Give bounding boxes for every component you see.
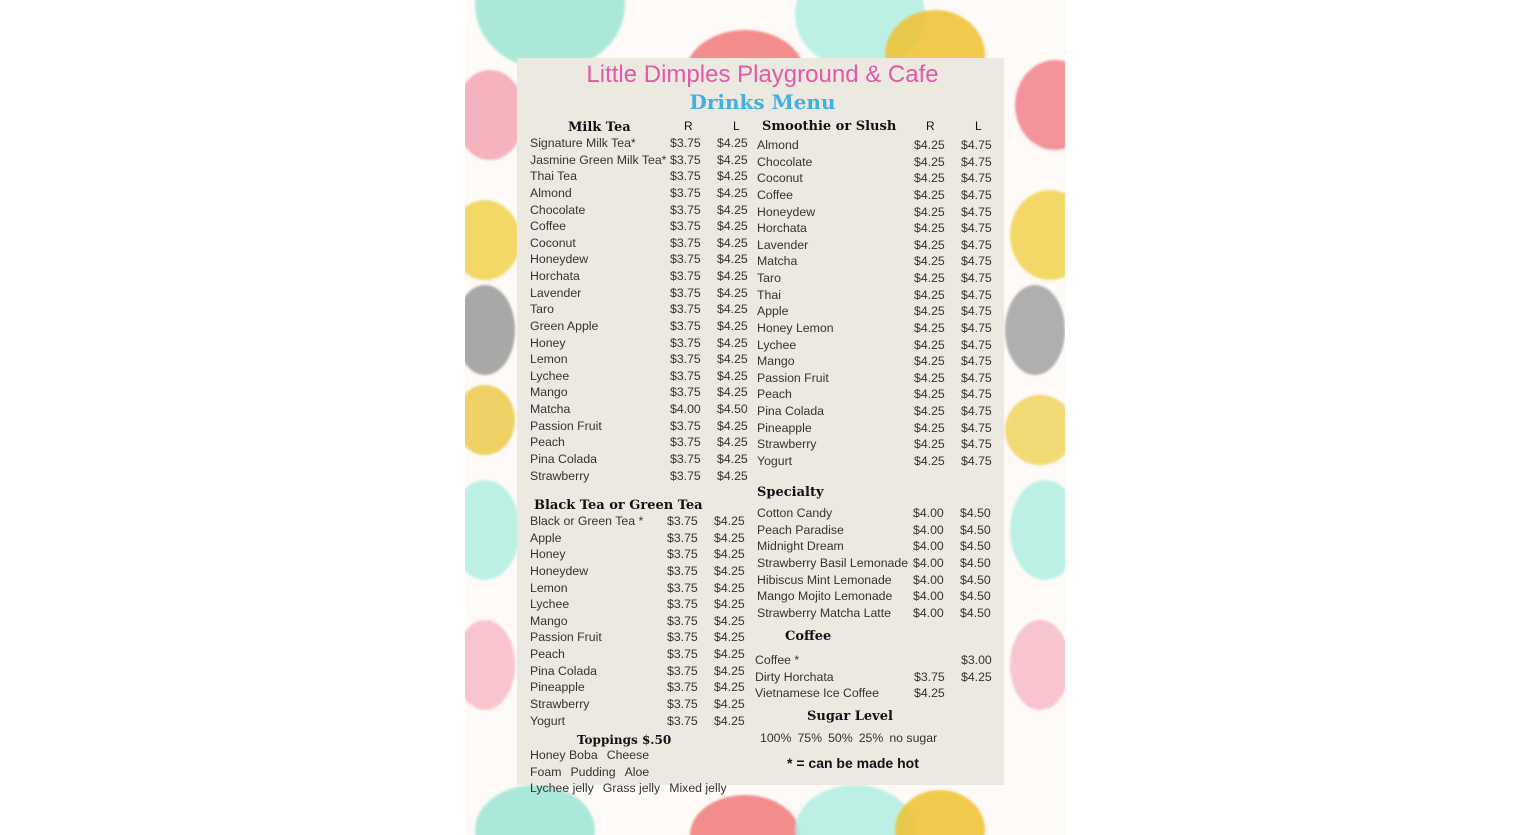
price-large: $4.25 bbox=[714, 547, 745, 562]
item-name: Almond bbox=[757, 138, 799, 152]
price-large: $4.75 bbox=[961, 337, 992, 352]
item-name: Taro bbox=[757, 271, 781, 286]
price-large: $4.25 bbox=[714, 647, 745, 662]
price-regular: $4.25 bbox=[914, 437, 945, 452]
price-regular: $3.75 bbox=[667, 580, 698, 595]
price-large: $4.75 bbox=[961, 287, 992, 302]
price-regular: $3.75 bbox=[670, 435, 701, 450]
price-large: $4.25 bbox=[717, 219, 748, 234]
item-name: Honeydew bbox=[530, 563, 589, 578]
item-name: Horchata bbox=[757, 221, 807, 236]
section-title-toppings: Toppings $.50 bbox=[577, 733, 672, 747]
item-name: Pina Colada bbox=[757, 404, 824, 419]
price-regular: $3.75 bbox=[670, 136, 701, 150]
price-large: $4.75 bbox=[961, 420, 992, 435]
price-large: $4.25 bbox=[717, 202, 748, 217]
item-name: Signature Milk Tea* bbox=[530, 136, 636, 150]
watercolor-dot-mint bbox=[1010, 480, 1065, 580]
price-large: $4.75 bbox=[961, 404, 992, 419]
topping-item: Cheese Foam bbox=[530, 748, 650, 779]
sugar-level-options bbox=[760, 731, 943, 745]
item-name: Almond bbox=[530, 185, 572, 200]
price-large: $4.25 bbox=[714, 630, 745, 645]
price-large: $4.50 bbox=[960, 605, 991, 620]
item-name: Coffee bbox=[530, 219, 567, 234]
item-name: Passion Fruit bbox=[530, 418, 602, 433]
item-name: Coffee * bbox=[755, 653, 800, 667]
item-name: Mango bbox=[530, 613, 568, 628]
price-regular: $4.25 bbox=[914, 686, 945, 701]
watercolor-dot-pink bbox=[1010, 620, 1065, 710]
item-name: Midnight Dream bbox=[757, 539, 844, 554]
price-regular: $3.75 bbox=[667, 514, 698, 528]
topping-item: Aloe bbox=[624, 764, 650, 779]
item-name: Lemon bbox=[530, 580, 568, 595]
item-name: Lychee bbox=[530, 368, 570, 383]
price-regular: $3.75 bbox=[670, 235, 701, 250]
price-large: $4.75 bbox=[961, 204, 992, 219]
price-large: $4.25 bbox=[714, 563, 745, 578]
section-title-coffee: Coffee bbox=[785, 629, 832, 644]
sugar-level-option: 25% bbox=[858, 731, 884, 745]
price-large: $4.50 bbox=[960, 555, 991, 570]
price-large: $4.50 bbox=[717, 402, 748, 417]
item-name: Peach bbox=[757, 387, 792, 402]
price-large: $4.75 bbox=[961, 437, 992, 452]
item-name: Jasmine Green Milk Tea* bbox=[530, 152, 667, 167]
item-name: Honey bbox=[530, 335, 566, 350]
section-title-milk-tea: Milk Tea bbox=[568, 120, 631, 135]
topping-item: Mixed jelly bbox=[669, 781, 727, 795]
price-regular: $3.75 bbox=[667, 680, 698, 695]
price-regular: $4.25 bbox=[914, 287, 945, 302]
price-large: $4.25 bbox=[714, 580, 745, 595]
item-name: Thai bbox=[757, 287, 781, 302]
price-regular: $4.25 bbox=[914, 271, 945, 286]
price-large: $4.25 bbox=[717, 468, 748, 483]
item-name: Hibiscus Mint Lemonade bbox=[757, 572, 892, 587]
price-large: $4.75 bbox=[961, 138, 992, 152]
section-title-black-tea: Black Tea or Green Tea bbox=[534, 498, 703, 513]
price-regular: $4.00 bbox=[913, 506, 944, 520]
watercolor-dot-coral bbox=[1015, 60, 1065, 150]
price-regular: $3.75 bbox=[670, 385, 701, 400]
price-regular: $4.00 bbox=[913, 589, 944, 604]
topping-item: Grass jelly bbox=[602, 781, 661, 795]
price-large: $4.50 bbox=[960, 522, 991, 537]
price-regular: $3.75 bbox=[670, 252, 701, 267]
price-large: $4.25 bbox=[714, 613, 745, 628]
price-large: $4.25 bbox=[717, 152, 748, 167]
sugar-level-option: 50% bbox=[828, 731, 853, 745]
item-name: Cotton Candy bbox=[757, 506, 833, 520]
watercolor-dot-yellow bbox=[895, 790, 985, 835]
price-regular: $3.75 bbox=[667, 530, 698, 545]
price-regular: $4.25 bbox=[914, 171, 945, 186]
item-name: Chocolate bbox=[530, 202, 586, 217]
item-name: Peach bbox=[530, 647, 565, 662]
price-regular: $4.00 bbox=[913, 572, 944, 587]
item-name: Vietnamese Ice Coffee bbox=[755, 686, 879, 701]
item-name: Matcha bbox=[530, 402, 571, 417]
item-name: Pineapple bbox=[757, 420, 812, 435]
watercolor-dot-yellow bbox=[465, 385, 515, 455]
item-name: Chocolate bbox=[757, 154, 813, 169]
price-large: $4.25 bbox=[717, 318, 748, 333]
price-large: $4.25 bbox=[717, 252, 748, 267]
watercolor-dot-pink bbox=[465, 70, 525, 160]
price-large: $4.75 bbox=[961, 154, 992, 169]
price-regular: $4.25 bbox=[914, 154, 945, 169]
sugar-level-option: 100% bbox=[760, 731, 792, 745]
price-regular: $3.75 bbox=[667, 547, 698, 562]
column-header-large: L bbox=[975, 119, 982, 133]
cafe-name: Little Dimples Playground & Cafe bbox=[586, 61, 939, 88]
item-name: Matcha bbox=[757, 254, 798, 269]
item-name: Lychee bbox=[530, 597, 570, 612]
price-large: $4.25 bbox=[714, 514, 745, 528]
price-large: $4.25 bbox=[717, 451, 748, 466]
price-large: $4.25 bbox=[714, 597, 745, 612]
price-regular: $4.25 bbox=[914, 354, 945, 369]
item-name: Peach Paradise bbox=[757, 522, 844, 537]
price-regular: $4.25 bbox=[914, 404, 945, 419]
price-regular: $3.75 bbox=[670, 269, 701, 284]
item-name: Apple bbox=[757, 304, 789, 319]
price-large: $4.75 bbox=[961, 453, 992, 468]
price-regular: $4.25 bbox=[914, 237, 945, 252]
price-regular: $4.25 bbox=[914, 337, 945, 352]
section-title-smoothie: Smoothie or Slush bbox=[762, 119, 897, 134]
price-regular: $4.25 bbox=[914, 304, 945, 319]
price-regular: $4.00 bbox=[913, 522, 944, 537]
price-regular: $4.25 bbox=[914, 370, 945, 385]
price-large: $4.25 bbox=[717, 368, 748, 383]
price-large: $4.25 bbox=[717, 385, 748, 400]
item-name: Lemon bbox=[530, 352, 568, 367]
item-name: Peach bbox=[530, 435, 565, 450]
item-name: Passion Fruit bbox=[757, 370, 829, 385]
item-name: Coconut bbox=[757, 171, 803, 186]
item-name: Lavender bbox=[530, 285, 582, 300]
price-large: $4.25 bbox=[714, 663, 745, 678]
price-regular: $4.00 bbox=[913, 539, 944, 554]
price-regular: $4.25 bbox=[914, 138, 945, 152]
price-large: $3.00 bbox=[961, 653, 992, 667]
section-title-sugar-level: Sugar Level bbox=[807, 709, 893, 724]
item-name: Pina Colada bbox=[530, 451, 597, 466]
price-regular: $3.75 bbox=[667, 613, 698, 628]
watercolor-dot-grey bbox=[465, 285, 515, 375]
price-regular: $3.75 bbox=[670, 302, 701, 317]
watercolor-dot-grey bbox=[1005, 285, 1065, 375]
watercolor-dot-coral bbox=[690, 795, 800, 835]
price-regular: $3.75 bbox=[670, 352, 701, 367]
topping-item: Pudding bbox=[570, 764, 616, 779]
price-large: $4.25 bbox=[717, 418, 748, 433]
item-name: Pina Colada bbox=[530, 663, 597, 678]
price-regular: $3.75 bbox=[667, 647, 698, 662]
price-large: $4.75 bbox=[961, 271, 992, 286]
price-regular: $3.75 bbox=[670, 152, 701, 167]
item-name: Yogurt bbox=[757, 453, 793, 468]
price-regular: $4.00 bbox=[913, 605, 944, 620]
sugar-level-option: no sugar bbox=[889, 731, 938, 745]
price-regular: $3.75 bbox=[667, 696, 698, 711]
price-large: $4.50 bbox=[960, 539, 991, 554]
price-large: $4.25 bbox=[714, 696, 745, 711]
price-large: $4.25 bbox=[717, 335, 748, 350]
price-regular: $4.25 bbox=[914, 387, 945, 402]
price-regular: $4.25 bbox=[914, 254, 945, 269]
price-regular: $3.75 bbox=[670, 318, 701, 333]
price-large: $4.75 bbox=[961, 187, 992, 202]
price-regular: $4.00 bbox=[913, 555, 944, 570]
price-regular: $3.75 bbox=[670, 468, 701, 483]
price-regular: $3.75 bbox=[914, 669, 945, 684]
price-regular: $3.75 bbox=[670, 451, 701, 466]
price-large: $4.50 bbox=[960, 506, 991, 520]
price-large: $4.75 bbox=[961, 237, 992, 252]
watercolor-dot-pink bbox=[465, 620, 515, 710]
item-name: Honey Lemon bbox=[757, 320, 834, 335]
price-large: $4.25 bbox=[717, 435, 748, 450]
price-regular: $3.75 bbox=[670, 335, 701, 350]
item-name: Strawberry bbox=[530, 468, 590, 483]
item-name: Thai Tea bbox=[530, 169, 577, 184]
item-name: Yogurt bbox=[530, 713, 566, 728]
price-large: $4.75 bbox=[961, 304, 992, 319]
column-header-regular: R bbox=[684, 119, 693, 133]
price-large: $4.75 bbox=[961, 221, 992, 236]
item-name: Coffee bbox=[757, 187, 794, 202]
price-regular: $4.25 bbox=[914, 221, 945, 236]
item-name: Strawberry bbox=[757, 437, 817, 452]
item-name: Mango bbox=[757, 354, 795, 369]
watercolor-dot-mint bbox=[465, 480, 520, 580]
item-name: Coconut bbox=[530, 235, 576, 250]
item-name: Taro bbox=[530, 302, 554, 317]
menu-title: Drinks Menu bbox=[689, 90, 836, 114]
price-large: $4.25 bbox=[714, 680, 745, 695]
item-name: Apple bbox=[530, 530, 562, 545]
price-regular: $3.75 bbox=[667, 713, 698, 728]
price-regular: $3.75 bbox=[667, 663, 698, 678]
price-regular: $3.75 bbox=[670, 185, 701, 200]
price-regular: $4.00 bbox=[670, 402, 701, 417]
price-regular: $3.75 bbox=[667, 597, 698, 612]
topping-item: Lychee jelly bbox=[530, 781, 594, 795]
price-large: $4.25 bbox=[717, 302, 748, 317]
price-regular: $4.25 bbox=[914, 187, 945, 202]
price-large: $4.25 bbox=[717, 352, 748, 367]
item-name: Dirty Horchata bbox=[755, 669, 834, 684]
price-large: $4.50 bbox=[960, 572, 991, 587]
item-name: Honeydew bbox=[530, 252, 589, 267]
topping-item: Honey Boba bbox=[530, 748, 598, 762]
item-name: Lychee bbox=[757, 337, 797, 352]
sugar-level-option: 75% bbox=[797, 731, 823, 745]
price-regular: $3.75 bbox=[670, 418, 701, 433]
hot-drink-note: * = can be made hot bbox=[787, 755, 919, 771]
price-large: $4.25 bbox=[717, 269, 748, 284]
price-regular: $4.25 bbox=[914, 204, 945, 219]
item-name: Mango Mojito Lemonade bbox=[757, 589, 893, 604]
price-large: $4.50 bbox=[960, 589, 991, 604]
price-large: $4.25 bbox=[961, 669, 992, 684]
column-header-large: L bbox=[733, 119, 740, 133]
item-name: Pineapple bbox=[530, 680, 585, 695]
column-header-regular: R bbox=[926, 119, 935, 133]
item-name: Strawberry Basil Lemonade bbox=[757, 555, 909, 570]
price-regular: $4.25 bbox=[914, 420, 945, 435]
price-large: $4.25 bbox=[714, 713, 745, 728]
price-regular: $3.75 bbox=[670, 202, 701, 217]
toppings-list bbox=[530, 747, 770, 797]
price-large: $4.75 bbox=[961, 370, 992, 385]
price-large: $4.25 bbox=[717, 235, 748, 250]
item-name: Green Apple bbox=[530, 318, 599, 333]
price-large: $4.25 bbox=[714, 530, 745, 545]
watercolor-dot-yellow bbox=[1005, 395, 1065, 465]
item-name: Honeydew bbox=[757, 204, 816, 219]
item-name: Horchata bbox=[530, 269, 580, 284]
price-regular: $3.75 bbox=[670, 368, 701, 383]
item-name: Strawberry Matcha Latte bbox=[757, 605, 891, 620]
item-name: Passion Fruit bbox=[530, 630, 602, 645]
price-regular: $3.75 bbox=[670, 285, 701, 300]
section-title-specialty: Specialty bbox=[757, 485, 824, 500]
price-regular: $3.75 bbox=[670, 219, 701, 234]
price-regular: $3.75 bbox=[667, 563, 698, 578]
price-large: $4.75 bbox=[961, 387, 992, 402]
watercolor-dot-yellow bbox=[465, 200, 520, 280]
price-large: $4.25 bbox=[717, 285, 748, 300]
price-large: $4.75 bbox=[961, 320, 992, 335]
price-large: $4.25 bbox=[717, 185, 748, 200]
item-name: Honey bbox=[530, 547, 566, 562]
price-large: $4.75 bbox=[961, 254, 992, 269]
price-regular: $4.25 bbox=[914, 320, 945, 335]
watercolor-dot-yellow bbox=[1010, 190, 1065, 280]
price-large: $4.25 bbox=[717, 136, 748, 150]
price-large: $4.75 bbox=[961, 171, 992, 186]
item-name: Lavender bbox=[757, 237, 809, 252]
item-name: Strawberry bbox=[530, 696, 590, 711]
price-large: $4.75 bbox=[961, 354, 992, 369]
price-regular: $3.75 bbox=[670, 169, 701, 184]
price-regular: $4.25 bbox=[914, 453, 945, 468]
price-large: $4.25 bbox=[717, 169, 748, 184]
item-name: Mango bbox=[530, 385, 568, 400]
price-regular: $3.75 bbox=[667, 630, 698, 645]
item-name: Black or Green Tea * bbox=[530, 514, 644, 528]
